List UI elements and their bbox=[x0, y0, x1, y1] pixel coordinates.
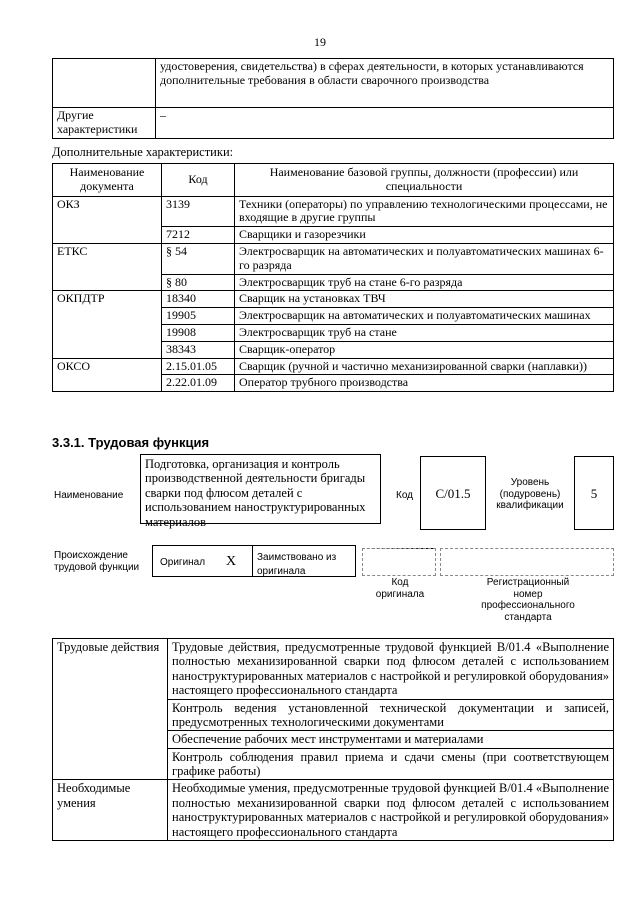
column-header-name: Наименование базовой группы, должности (профессии) или специальности bbox=[235, 164, 614, 197]
other-characteristics-label: Другие характеристики bbox=[53, 108, 156, 139]
table-row bbox=[53, 196, 614, 227]
table-row bbox=[53, 59, 614, 108]
additional-characteristics-table bbox=[52, 163, 614, 392]
labour-actions-label: Трудовые действия bbox=[53, 639, 168, 780]
name-cell: Электросварщик труб на стане 6-го разряда bbox=[235, 274, 614, 291]
table-header-row bbox=[53, 164, 614, 197]
table-row bbox=[53, 780, 614, 841]
labour-action-item: Трудовые действия, предусмотренные трудовой функцией В/01.4 «Выполнение полностью механизированной сварки под флюсом деталей с использованием наноструктурированных материалов с настройкой и регулировкой оборудования» настоящего профессионального стандарта bbox=[168, 639, 614, 700]
borrowed-box bbox=[252, 545, 356, 577]
other-characteristics-value: – bbox=[156, 108, 614, 139]
code-cell: § 80 bbox=[162, 274, 235, 291]
document-cell: ОКСО bbox=[53, 358, 162, 392]
table-row bbox=[53, 358, 614, 375]
document-cell: ОКЗ bbox=[53, 196, 162, 243]
name-cell: Сварщик (ручной и частично механизированной сварки (наплавки)) bbox=[235, 358, 614, 375]
code-cell: 2.15.01.05 bbox=[162, 358, 235, 375]
labour-action-item: Контроль ведения установленной технической документации и записей, предусмотренных технологическими документами bbox=[168, 699, 614, 731]
code-original-caption: Код оригинала bbox=[375, 577, 425, 600]
table-row bbox=[53, 639, 614, 700]
code-cell: 19905 bbox=[162, 308, 235, 325]
name-cell: Сварщик-оператор bbox=[235, 341, 614, 358]
labour-action-item: Обеспечение рабочих мест инструментами и материалами bbox=[168, 731, 614, 748]
table-row bbox=[53, 291, 614, 308]
column-header-code: Код bbox=[162, 164, 235, 197]
code-cell: § 54 bbox=[162, 243, 235, 274]
name-cell: Техники (операторы) по управлению технологическими процессами, не входящие в другие группы bbox=[235, 196, 614, 227]
required-skill-item: Необходимые умения, предусмотренные трудовой функцией В/01.4 «Выполнение полностью механизированной сварки под флюсом деталей с использованием наноструктурированных материалов с настройкой и регулировкой оборудования» настоящего профессионального стандарта bbox=[168, 780, 614, 841]
column-header-document: Наименование документа bbox=[53, 164, 162, 197]
document-cell: ЕТКС bbox=[53, 243, 162, 290]
table-row bbox=[53, 108, 614, 139]
table-row bbox=[53, 243, 614, 274]
name-cell: Электросварщик труб на стане bbox=[235, 324, 614, 341]
registration-number-caption: Регистрационный номер профессионального стандарта bbox=[481, 577, 575, 623]
name-label: Наименование bbox=[54, 490, 124, 501]
registration-number-field bbox=[440, 548, 614, 576]
required-skills-label: Необходимые умения bbox=[53, 780, 168, 841]
labour-actions-table bbox=[52, 638, 614, 841]
code-cell: 2.22.01.09 bbox=[162, 375, 235, 392]
original-check-mark: X bbox=[226, 554, 237, 569]
origin-label: Происхождение трудовой функции bbox=[54, 550, 140, 573]
level-label: Уровень (подуровень) квалификации bbox=[496, 477, 564, 511]
code-cell: 7212 bbox=[162, 227, 235, 244]
name-cell: Электросварщик на автоматических и полуавтоматических машинах bbox=[235, 308, 614, 325]
name-cell: Электросварщик на автоматических и полуавтоматических машинах 6-го разряда bbox=[235, 243, 614, 274]
code-cell: 19908 bbox=[162, 324, 235, 341]
table-cell: удостоверения, свидетельства) в сферах деятельности, в которых устанавливаются дополнительные требования в области сварочного производства bbox=[156, 59, 614, 108]
document-cell: ОКПДТР bbox=[53, 291, 162, 358]
labour-action-item: Контроль соблюдения правил приема и сдачи смены (при соответствующем графике работы) bbox=[168, 748, 614, 780]
code-cell: 38343 bbox=[162, 341, 235, 358]
level-value-box: 5 bbox=[574, 456, 614, 530]
function-name-box: Подготовка, организация и контроль производственной деятельности бригады сварки под флюсом деталей с использованием наноструктурированных материалов bbox=[140, 454, 381, 524]
additional-characteristics-caption: Дополнительные характеристики: bbox=[52, 145, 234, 159]
borrowed-label: Заимствовано из оригинала bbox=[257, 552, 337, 577]
code-cell: 18340 bbox=[162, 291, 235, 308]
page-number: 19 bbox=[314, 35, 326, 49]
table-cell bbox=[53, 59, 156, 108]
code-original-field bbox=[362, 548, 436, 576]
original-label: Оригинал bbox=[160, 557, 206, 568]
section-title: 3.3.1. Трудовая функция bbox=[52, 435, 210, 450]
top-continuation-table bbox=[52, 58, 614, 139]
name-cell: Сварщики и газорезчики bbox=[235, 227, 614, 244]
name-cell: Сварщик на установках ТВЧ bbox=[235, 291, 614, 308]
name-cell: Оператор трубного производства bbox=[235, 375, 614, 392]
code-cell: 3139 bbox=[162, 196, 235, 227]
code-label: Код bbox=[396, 490, 414, 501]
function-code-box: C/01.5 bbox=[420, 456, 486, 530]
